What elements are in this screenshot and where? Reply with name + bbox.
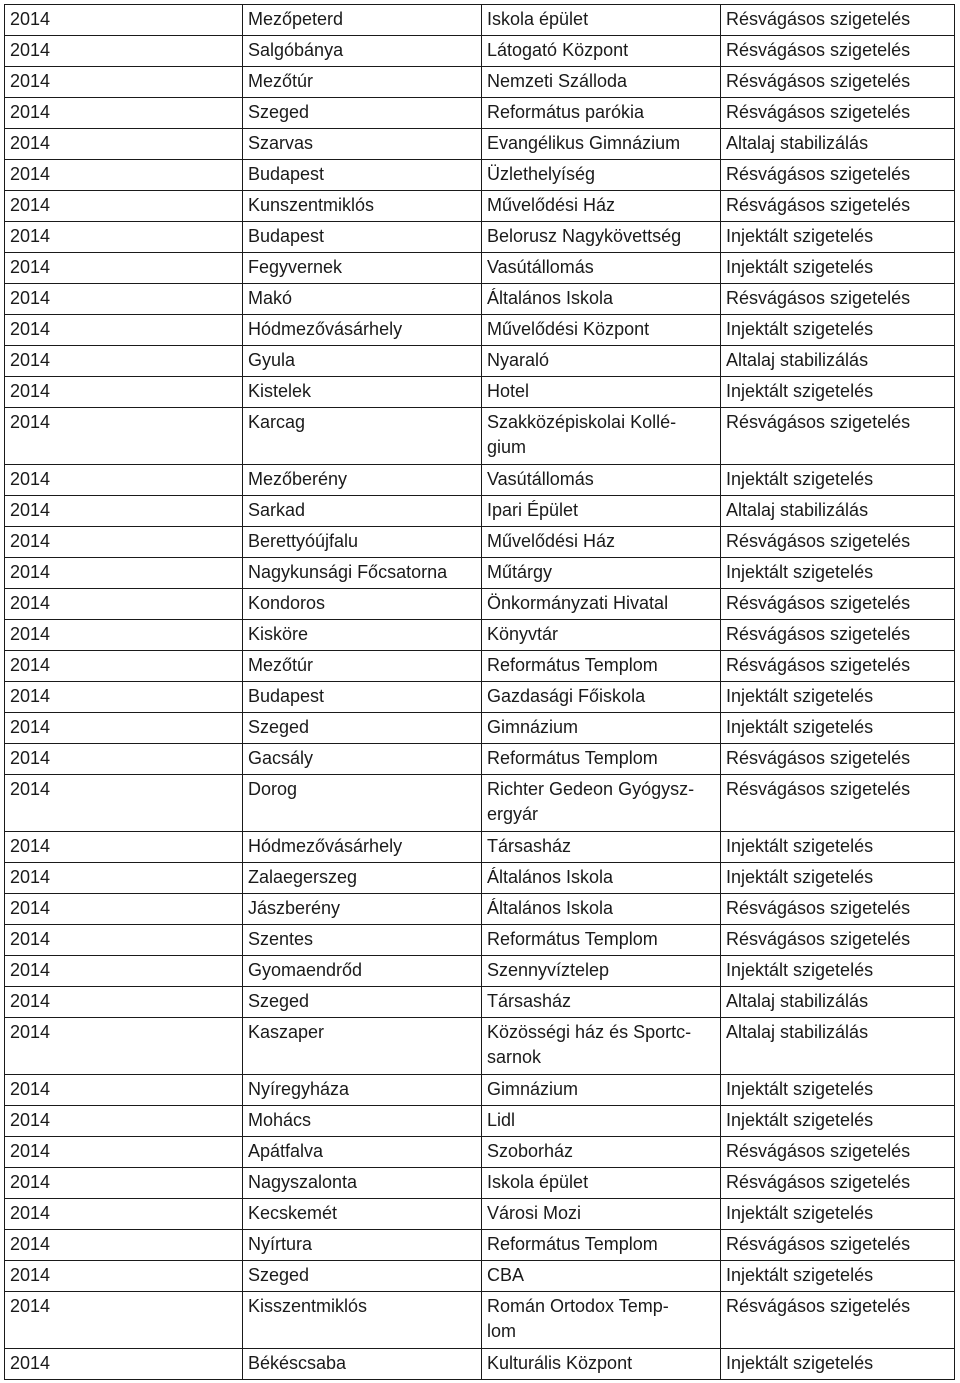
table-row (5, 713, 955, 744)
method-cell: Injektált szigetelés (721, 253, 955, 284)
building-cell: Református Templom (482, 925, 721, 956)
method-cell: Résvágásos szigetelés (721, 894, 955, 925)
year-cell: 2014 (5, 408, 243, 465)
table-row (5, 377, 955, 408)
method-cell: Altalaj stabilizálás (721, 129, 955, 160)
table-row (5, 1292, 955, 1349)
building-cell: Általános Iskola (482, 863, 721, 894)
table-row (5, 1261, 955, 1292)
city-cell: Szeged (243, 1261, 482, 1292)
city-cell: Szentes (243, 925, 482, 956)
city-cell: Szeged (243, 713, 482, 744)
city-cell: Nagyszalonta (243, 1168, 482, 1199)
building-cell: Művelődési Központ (482, 315, 721, 346)
building-cell: Művelődési Ház (482, 527, 721, 558)
building-cell: Református parókia (482, 98, 721, 129)
table-row (5, 160, 955, 191)
method-cell: Résvágásos szigetelés (721, 191, 955, 222)
year-cell: 2014 (5, 925, 243, 956)
table-row (5, 1199, 955, 1230)
year-cell: 2014 (5, 5, 243, 36)
building-cell: Vasútállomás (482, 465, 721, 496)
table-row (5, 36, 955, 67)
table-row (5, 894, 955, 925)
method-cell: Altalaj stabilizálás (721, 496, 955, 527)
reference-table-body (5, 5, 955, 1380)
table-row (5, 98, 955, 129)
table-row (5, 863, 955, 894)
city-cell: Gyomaendrőd (243, 956, 482, 987)
city-cell: Hódmezővásárhely (243, 832, 482, 863)
year-cell: 2014 (5, 1075, 243, 1106)
table-row (5, 67, 955, 98)
method-cell: Altalaj stabilizálás (721, 346, 955, 377)
city-cell: Mezőtúr (243, 651, 482, 682)
building-cell: Richter Gedeon Gyógysz- ergyár (482, 775, 721, 832)
building-cell: Református Templom (482, 744, 721, 775)
city-cell: Gacsály (243, 744, 482, 775)
building-cell: Közösségi ház és Sportc- sarnok (482, 1018, 721, 1075)
building-cell: Szennyvíztelep (482, 956, 721, 987)
method-cell: Injektált szigetelés (721, 1261, 955, 1292)
city-cell: Szeged (243, 98, 482, 129)
year-cell: 2014 (5, 191, 243, 222)
year-cell: 2014 (5, 1261, 243, 1292)
city-cell: Kunszentmiklós (243, 191, 482, 222)
building-cell: Evangélikus Gimnázium (482, 129, 721, 160)
city-cell: Mohács (243, 1106, 482, 1137)
year-cell: 2014 (5, 1018, 243, 1075)
table-row (5, 465, 955, 496)
building-cell: Városi Mozi (482, 1199, 721, 1230)
method-cell: Résvágásos szigetelés (721, 1168, 955, 1199)
year-cell: 2014 (5, 1106, 243, 1137)
building-cell: Református Templom (482, 651, 721, 682)
table-row (5, 129, 955, 160)
table-row (5, 527, 955, 558)
method-cell: Résvágásos szigetelés (721, 744, 955, 775)
year-cell: 2014 (5, 160, 243, 191)
city-cell: Kondoros (243, 589, 482, 620)
building-cell: Belorusz Nagykövettség (482, 222, 721, 253)
building-cell: Társasház (482, 987, 721, 1018)
building-cell: Lidl (482, 1106, 721, 1137)
table-row (5, 682, 955, 713)
building-cell: Általános Iskola (482, 284, 721, 315)
city-cell: Kistelek (243, 377, 482, 408)
city-cell: Zalaegerszeg (243, 863, 482, 894)
year-cell: 2014 (5, 1292, 243, 1349)
building-cell: Román Ortodox Temp- lom (482, 1292, 721, 1349)
city-cell: Kisszentmiklós (243, 1292, 482, 1349)
year-cell: 2014 (5, 558, 243, 589)
method-cell: Injektált szigetelés (721, 315, 955, 346)
table-row (5, 620, 955, 651)
city-cell: Sarkad (243, 496, 482, 527)
method-cell: Injektált szigetelés (721, 222, 955, 253)
method-cell: Injektált szigetelés (721, 558, 955, 589)
year-cell: 2014 (5, 222, 243, 253)
year-cell: 2014 (5, 1168, 243, 1199)
building-cell: Gazdasági Főiskola (482, 682, 721, 713)
city-cell: Salgóbánya (243, 36, 482, 67)
building-cell: Üzlethelyíség (482, 160, 721, 191)
method-cell: Injektált szigetelés (721, 1349, 955, 1380)
city-cell: Budapest (243, 682, 482, 713)
year-cell: 2014 (5, 832, 243, 863)
city-cell: Nyíregyháza (243, 1075, 482, 1106)
city-cell: Kisköre (243, 620, 482, 651)
method-cell: Résvágásos szigetelés (721, 408, 955, 465)
year-cell: 2014 (5, 863, 243, 894)
method-cell: Injektált szigetelés (721, 465, 955, 496)
method-cell: Résvágásos szigetelés (721, 284, 955, 315)
building-cell: Nemzeti Szálloda (482, 67, 721, 98)
year-cell: 2014 (5, 527, 243, 558)
method-cell: Injektált szigetelés (721, 956, 955, 987)
table-row (5, 1075, 955, 1106)
method-cell: Injektált szigetelés (721, 682, 955, 713)
method-cell: Résvágásos szigetelés (721, 1292, 955, 1349)
table-row (5, 1137, 955, 1168)
table-row (5, 832, 955, 863)
year-cell: 2014 (5, 651, 243, 682)
city-cell: Apátfalva (243, 1137, 482, 1168)
method-cell: Injektált szigetelés (721, 377, 955, 408)
city-cell: Mezőpeterd (243, 5, 482, 36)
table-row (5, 987, 955, 1018)
building-cell: Iskola épület (482, 1168, 721, 1199)
method-cell: Résvágásos szigetelés (721, 67, 955, 98)
year-cell: 2014 (5, 1137, 243, 1168)
building-cell: Kulturális Központ (482, 1349, 721, 1380)
table-row (5, 1230, 955, 1261)
city-cell: Hódmezővásárhely (243, 315, 482, 346)
year-cell: 2014 (5, 253, 243, 284)
year-cell: 2014 (5, 620, 243, 651)
method-cell: Résvágásos szigetelés (721, 651, 955, 682)
city-cell: Szeged (243, 987, 482, 1018)
city-cell: Mezőtúr (243, 67, 482, 98)
city-cell: Kaszaper (243, 1018, 482, 1075)
building-cell: Gimnázium (482, 1075, 721, 1106)
method-cell: Injektált szigetelés (721, 1106, 955, 1137)
table-row (5, 956, 955, 987)
year-cell: 2014 (5, 1230, 243, 1261)
year-cell: 2014 (5, 36, 243, 67)
method-cell: Résvágásos szigetelés (721, 98, 955, 129)
year-cell: 2014 (5, 1349, 243, 1380)
table-row (5, 222, 955, 253)
city-cell: Nyírtura (243, 1230, 482, 1261)
year-cell: 2014 (5, 98, 243, 129)
year-cell: 2014 (5, 465, 243, 496)
method-cell: Résvágásos szigetelés (721, 1230, 955, 1261)
city-cell: Békéscsaba (243, 1349, 482, 1380)
year-cell: 2014 (5, 377, 243, 408)
building-cell: Szoborház (482, 1137, 721, 1168)
city-cell: Gyula (243, 346, 482, 377)
building-cell: Látogató Központ (482, 36, 721, 67)
year-cell: 2014 (5, 744, 243, 775)
building-cell: Általános Iskola (482, 894, 721, 925)
building-cell: Hotel (482, 377, 721, 408)
city-cell: Nagykunsági Főcsatorna (243, 558, 482, 589)
year-cell: 2014 (5, 956, 243, 987)
city-cell: Kecskemét (243, 1199, 482, 1230)
building-cell: Gimnázium (482, 713, 721, 744)
year-cell: 2014 (5, 496, 243, 527)
table-row (5, 589, 955, 620)
method-cell: Résvágásos szigetelés (721, 1137, 955, 1168)
method-cell: Résvágásos szigetelés (721, 589, 955, 620)
table-row (5, 1349, 955, 1380)
method-cell: Injektált szigetelés (721, 863, 955, 894)
method-cell: Injektált szigetelés (721, 713, 955, 744)
table-row (5, 346, 955, 377)
building-cell: Társasház (482, 832, 721, 863)
table-row (5, 496, 955, 527)
year-cell: 2014 (5, 67, 243, 98)
year-cell: 2014 (5, 682, 243, 713)
method-cell: Injektált szigetelés (721, 1075, 955, 1106)
building-cell: Iskola épület (482, 5, 721, 36)
table-row (5, 1018, 955, 1075)
city-cell: Dorog (243, 775, 482, 832)
city-cell: Budapest (243, 160, 482, 191)
city-cell: Makó (243, 284, 482, 315)
method-cell: Résvágásos szigetelés (721, 5, 955, 36)
table-row (5, 1168, 955, 1199)
city-cell: Budapest (243, 222, 482, 253)
method-cell: Injektált szigetelés (721, 832, 955, 863)
year-cell: 2014 (5, 894, 243, 925)
city-cell: Jászberény (243, 894, 482, 925)
year-cell: 2014 (5, 1199, 243, 1230)
table-row (5, 558, 955, 589)
table-row (5, 284, 955, 315)
method-cell: Résvágásos szigetelés (721, 775, 955, 832)
building-cell: Nyaraló (482, 346, 721, 377)
table-row (5, 925, 955, 956)
method-cell: Résvágásos szigetelés (721, 160, 955, 191)
city-cell: Mezőberény (243, 465, 482, 496)
building-cell: Református Templom (482, 1230, 721, 1261)
year-cell: 2014 (5, 987, 243, 1018)
method-cell: Altalaj stabilizálás (721, 1018, 955, 1075)
building-cell: Ipari Épület (482, 496, 721, 527)
table-row (5, 744, 955, 775)
building-cell: CBA (482, 1261, 721, 1292)
year-cell: 2014 (5, 284, 243, 315)
year-cell: 2014 (5, 713, 243, 744)
method-cell: Altalaj stabilizálás (721, 987, 955, 1018)
method-cell: Résvágásos szigetelés (721, 925, 955, 956)
year-cell: 2014 (5, 346, 243, 377)
year-cell: 2014 (5, 589, 243, 620)
building-cell: Műtárgy (482, 558, 721, 589)
table-row (5, 253, 955, 284)
table-row (5, 408, 955, 465)
table-row (5, 1106, 955, 1137)
table-row (5, 191, 955, 222)
year-cell: 2014 (5, 129, 243, 160)
method-cell: Injektált szigetelés (721, 1199, 955, 1230)
city-cell: Berettyóújfalu (243, 527, 482, 558)
city-cell: Fegyvernek (243, 253, 482, 284)
reference-table (4, 4, 955, 1380)
city-cell: Szarvas (243, 129, 482, 160)
method-cell: Résvágásos szigetelés (721, 620, 955, 651)
table-row (5, 315, 955, 346)
table-row (5, 775, 955, 832)
building-cell: Szakközépiskolai Kollé- gium (482, 408, 721, 465)
city-cell: Karcag (243, 408, 482, 465)
building-cell: Könyvtár (482, 620, 721, 651)
year-cell: 2014 (5, 315, 243, 346)
method-cell: Résvágásos szigetelés (721, 36, 955, 67)
building-cell: Művelődési Ház (482, 191, 721, 222)
method-cell: Résvágásos szigetelés (721, 527, 955, 558)
table-row (5, 651, 955, 682)
table-row (5, 5, 955, 36)
year-cell: 2014 (5, 775, 243, 832)
building-cell: Önkormányzati Hivatal (482, 589, 721, 620)
building-cell: Vasútállomás (482, 253, 721, 284)
